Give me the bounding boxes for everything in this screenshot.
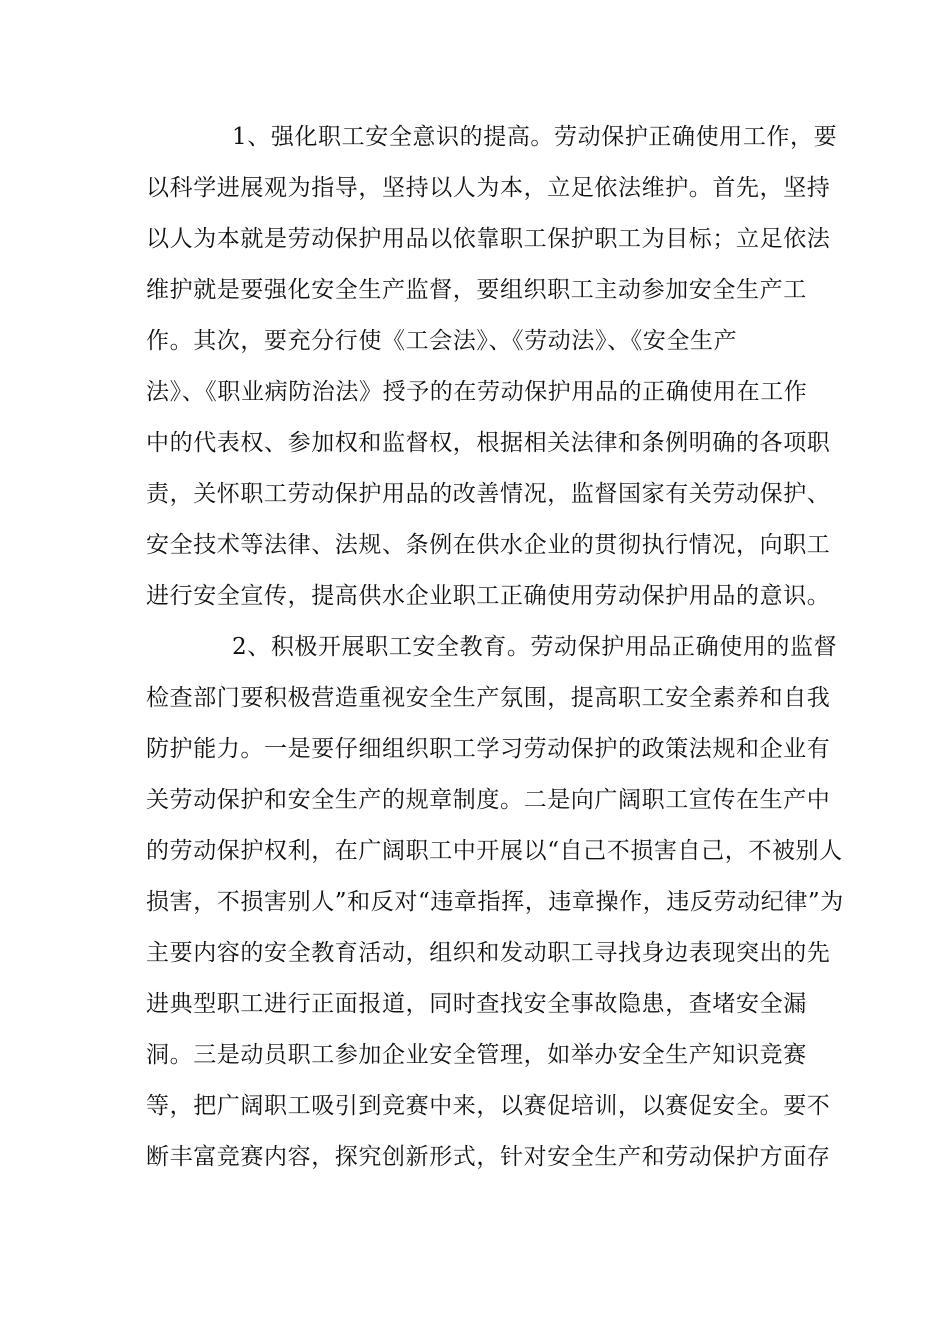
paragraph-1-line: 责，关怀职工劳动保护用品的改善情况，监督国家有关劳动保护、 [146, 481, 831, 507]
paragraph-1-line: 安全技术等法律、法规、条例在供水企业的贯彻执行情况，向职工 [146, 532, 831, 558]
paragraph-1-line: 维护就是要强化安全生产监督，要组织职工主动参加安全生产工 [146, 277, 807, 303]
paragraph-1-line: 1、强化职工安全意识的提高。劳动保护正确使用工作，要 [232, 124, 838, 150]
paragraph-2-line: 损害，不损害别人”和反对“违章指挥，违章操作，违反劳动纪律”为 [146, 889, 844, 915]
paragraph-1-line: 以人为本就是劳动保护用品以依靠职工保护职工为目标；立足依法 [146, 226, 831, 252]
paragraph-2-line: 关劳动保护和安全生产的规章制度。二是向广阔职工宣传在生产中 [146, 787, 831, 813]
paragraph-1-line: 法》、《职业病防治法》授予的在劳动保护用品的正确使用在工作 [146, 379, 808, 405]
paragraph-2-line: 断丰富竞赛内容，探究创新形式，针对安全生产和劳动保护方面存 [146, 1144, 831, 1170]
paragraph-2-line: 洞。三是动员职工参加企业安全管理，如举办安全生产知识竞赛 [146, 1042, 807, 1068]
paragraph-1-line: 以科学进展观为指导，坚持以人为本，立足依法维护。首先，坚持 [146, 175, 831, 201]
paragraph-1-line: 进行安全宣传，提高供水企业职工正确使用劳动保护用品的意识。 [146, 583, 831, 609]
paragraph-2-line: 防护能力。一是要仔细组织职工学习劳动保护的政策法规和企业有 [146, 736, 831, 762]
paragraph-2-line: 进典型职工进行正面报道，同时查找安全事故隐患，查堵安全漏 [146, 991, 807, 1017]
paragraph-2-line: 主要内容的安全教育活动，组织和发动职工寻找身边表现突出的先 [146, 940, 831, 966]
paragraph-1-line: 中的代表权、参加权和监督权，根据相关法律和条例明确的各项职 [146, 430, 831, 456]
paragraph-1-line: 作。其次，要充分行使《工会法》、《劳动法》、《安全生产 [146, 328, 738, 354]
paragraph-2-line: 等，把广阔职工吸引到竞赛中来，以赛促培训，以赛促安全。要不 [146, 1093, 831, 1119]
paragraph-2-line: 2、积极开展职工安全教育。劳动保护用品正确使用的监督 [232, 634, 838, 660]
paragraph-2-line: 检查部门要积极营造重视安全生产氛围，提高职工安全素养和自我 [146, 685, 831, 711]
paragraph-2-line: 的劳动保护权利，在广阔职工中开展以“自己不损害自己，不被别人 [146, 838, 843, 864]
